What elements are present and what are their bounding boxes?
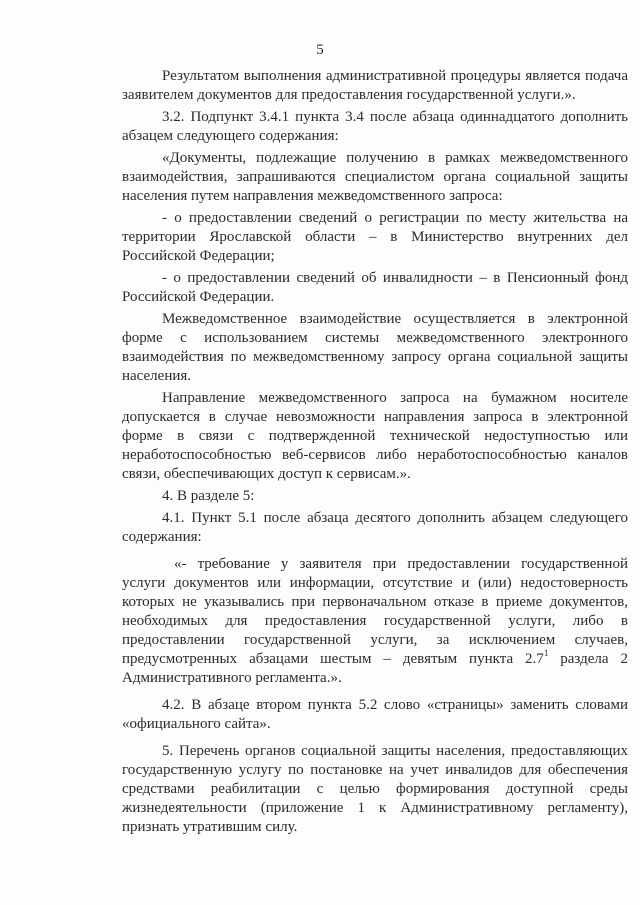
paragraph-4-2: 4.2. В абзаце втором пункта 5.2 слово «страницы» заменить словами «официального сайта». [122, 697, 628, 732]
quote-text-main: «- требование у заявителя при предоставлении государственной услуги документов или информации, отсутствие и (или) недостоверность которых не указывались при первоначальном отказе в приеме документов, необходимых для предоставления государственной услуги, либо в предоставлении государственной услуги, за исключением случаев, предусмотренных абзацами шестым – девятым пункта 2.7 [122, 556, 628, 667]
paragraph-quoted-requirement [122, 555, 628, 688]
quote-text-tail: раздела 2 Административного регламента.». [122, 651, 628, 686]
paragraph-5: 5. Перечень органов социальной защиты населения, предоставляющих государственную услугу по постановке на учет инвалидов для обеспечения средствами реабилитации с целью формирования доступной среды жизнедеятельности (приложение 1 к Административному регламенту), признать утратившим силу. [122, 743, 628, 835]
paragraph-registration-info: - о предоставлении сведений о регистрации по месту жительства на территории Ярославской области – в Министерство внутренних дел Российской Федерации; [122, 210, 628, 264]
quote-superscript: 1 [543, 648, 549, 658]
paragraph-disability-info: - о предоставлении сведений об инвалидности – в Пенсионный фонд Российской Федерации. [122, 270, 628, 305]
page-number: 5 [316, 42, 324, 58]
paragraph-electronic-interaction: Межведомственное взаимодействие осуществляется в электронной форме с использованием системы межведомственного электронного взаимодействия по межведомственному запросу органа социальной защиты населения. [122, 311, 628, 384]
paragraph-4-1: 4.1. Пункт 5.1 после абзаца десятого дополнить абзацем следующего содержания: [122, 510, 628, 545]
paragraph-section-5: 4. В разделе 5: [162, 488, 255, 504]
paragraph-3-2: 3.2. Подпункт 3.4.1 пункта 3.4 после абзаца одиннадцатого дополнить абзацем следующего содержания: [122, 109, 628, 144]
paragraph-paper-request: Направление межведомственного запроса на бумажном носителе допускается в случае невозможности направления запроса в электронной форме в связи с подтвержденной технической недоступностью или неработоспособностью веб-сервисов либо неработоспособностью каналов связи, обеспечивающих доступ к сервисам.». [122, 390, 628, 482]
paragraph-result-clause: Результатом выполнения административной процедуры является подача заявителем документов для предоставления государственной услуги.». [122, 68, 628, 103]
document-body [122, 67, 628, 837]
paragraph-documents-request: «Документы, подлежащие получению в рамках межведомственного взаимодействия, запрашиваются специалистом органа социальной защиты населения путем направления межведомственного запроса: [122, 150, 628, 204]
